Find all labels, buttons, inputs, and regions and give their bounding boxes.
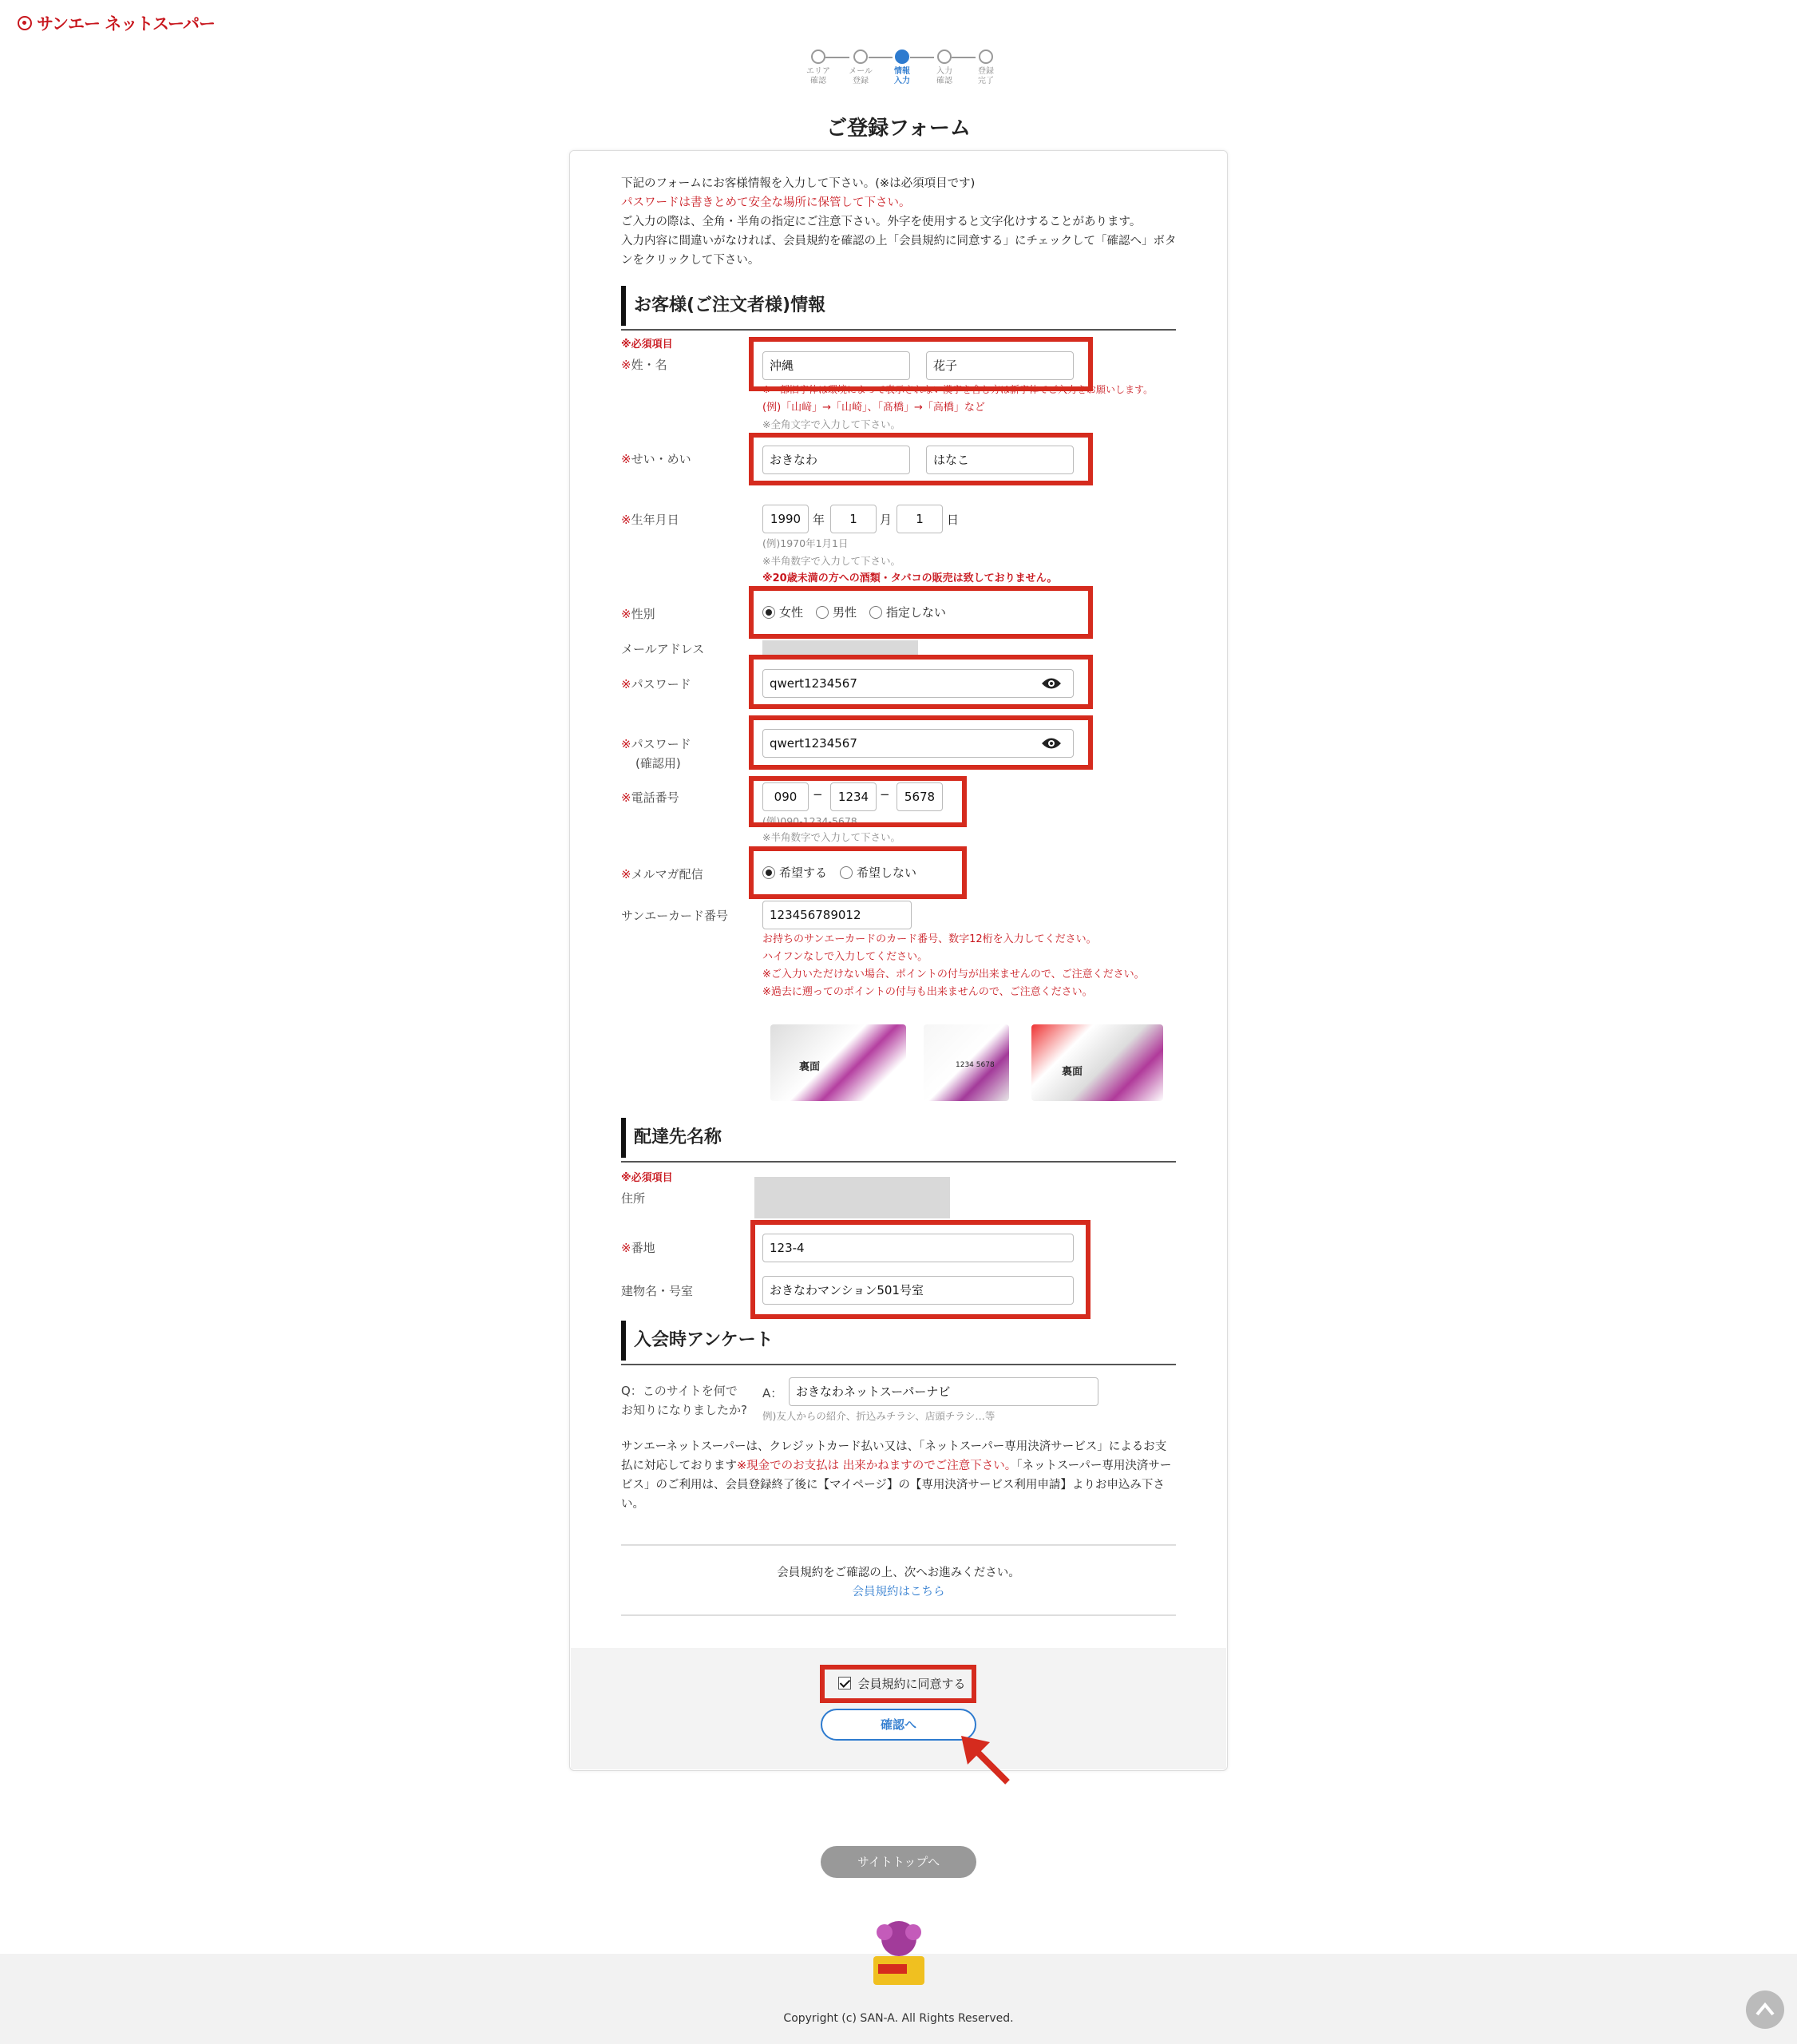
highlight-box [749, 586, 1093, 639]
building-label: 建物名・号室 [621, 1284, 694, 1298]
newsletter-yes-radio[interactable]: 希望する [762, 864, 827, 881]
step-info: 情報 入力 [882, 50, 922, 86]
gender-male-radio[interactable]: 男性 [816, 604, 857, 620]
name-hint-kanji: ※一部旧字体は環境によって表示されない漢字を含む方は新字体でご入力をお願いします。 [762, 384, 1154, 395]
survey-answer-prefix: A： [762, 1386, 783, 1400]
section-heading-delivery: 配達先名称 [621, 1118, 1176, 1158]
required-note: ※必須項目 [621, 1172, 673, 1184]
scroll-top-button[interactable] [1746, 1991, 1784, 2029]
phone-hint-halfwidth: ※半角数字で入力して下さい。 [762, 831, 900, 843]
step-area: エリア 確認 [798, 50, 838, 86]
password-input[interactable]: qwert1234567 [762, 669, 1074, 698]
site-logo[interactable] [18, 11, 215, 35]
card-number-input[interactable]: 123456789012 [762, 901, 912, 929]
terms-text: 会員規約をご確認の上、次へお進みください。 [777, 1567, 1020, 1579]
phone-separator: − [880, 787, 890, 802]
email-redacted [762, 640, 918, 655]
lot-number-input[interactable]: 123-4 [762, 1234, 1074, 1262]
intro-text: 下記のフォームにお客様情報を入力して下さい。(※は必須項目です) パスワードは書きとめて安全な場所に保管して下さい。 ご入力の際は、全角・半角の指定にご注意下さい。外字を使用すると文字化けすることがあります。 入力内容に間違いがなければ、会員規約を確認の上「会員規約に同意する」にチェックして「確認へ」ボタンをクリックして下さい。 [621, 177, 1177, 267]
logo-text: サンエー ネットスーパー [37, 14, 215, 34]
highlight-box [749, 776, 967, 827]
phone-separator: − [813, 787, 823, 802]
survey-hint: 例)友人からの紹介、折込みチラシ、店頭チラシ…等 [762, 1410, 995, 1422]
highlight-box [749, 655, 1093, 709]
page-title: ご登録フォーム [826, 117, 971, 141]
step-confirm: 入力 確認 [924, 50, 964, 86]
required-note: ※必須項目 [621, 339, 673, 351]
highlight-box [750, 1220, 1090, 1319]
day-unit: 日 [947, 513, 960, 527]
agree-checkbox[interactable]: 会員規約に同意する [830, 1670, 974, 1696]
card-label: サンエーカード番号 [621, 909, 728, 923]
newsletter-label: ※メルマガ配信 [621, 867, 703, 881]
email-label: メールアドレス [621, 642, 705, 656]
mascot-logo [861, 1915, 937, 1991]
name-hint-example: (例)「山﨑」→「山崎」、「髙橋」→「高橋」など [762, 402, 985, 414]
section-heading-customer: お客様(ご注文者様)情報 [621, 286, 1176, 326]
payment-note: サンエーネットスーパーは、クレジットカード払い又は、「ネットスーパー専用決済サービス」によるお支払に対応しております※現金でのお支払は 出来かねますのでご注意下さい。「ネットスーパー専用決済サービス」のご利用は、会員登録終了後に【マイページ】の【専用決済サービス利用申請】よりお申込み下さい。 [621, 1440, 1172, 1511]
terms-link[interactable]: 会員規約はこちら [852, 1586, 945, 1598]
phone-label: ※電話番号 [621, 790, 679, 805]
password-confirm-label: ※パスワード (確認用) [621, 737, 691, 770]
password-label: ※パスワード [621, 677, 691, 691]
birth-hint-halfwidth: ※半角数字で入力して下さい。 [762, 555, 900, 567]
card-hint-4: ※過去に遡ってのポイントの付与も出来ませんので、ご注意ください。 [762, 986, 1093, 998]
year-unit: 年 [813, 513, 825, 527]
site-top-button[interactable]: サイトトップへ [821, 1846, 976, 1878]
highlight-box [820, 1665, 976, 1703]
phone-part3-input[interactable]: 5678 [897, 782, 943, 811]
gender-unspecified-radio[interactable]: 指定しない [869, 604, 946, 620]
building-input[interactable]: おきなわマンション501号室 [762, 1276, 1074, 1305]
highlight-box [749, 715, 1093, 770]
birth-year-input[interactable]: 1990 [762, 505, 809, 533]
address-redacted [754, 1177, 950, 1218]
survey-question: Q：このサイトを何でお知りになりましたか? [621, 1384, 747, 1417]
sana-logo-icon [18, 16, 32, 30]
card-image-back-2: 裏面 [1031, 1024, 1163, 1101]
phone-part2-input[interactable]: 1234 [830, 782, 877, 811]
gender-label: ※性別 [621, 607, 655, 621]
last-name-input[interactable]: 沖縄 [762, 351, 910, 380]
age-warning: ※20歳未満の方への酒類・タバコの販売は致しておりません。 [762, 572, 1058, 584]
card-image-back: 裏面 [770, 1024, 906, 1101]
first-name-kana-input[interactable]: はなこ [926, 446, 1074, 474]
highlight-box [749, 846, 967, 899]
birth-day-input[interactable]: 1 [897, 505, 943, 533]
month-unit: 月 [880, 513, 893, 527]
copyright: Copyright (c) SAN-A. All Rights Reserved. [783, 2012, 1014, 2025]
pointer-arrow-icon [958, 1733, 1014, 1788]
phone-part1-input[interactable]: 090 [762, 782, 809, 811]
card-image-visa: 1234 5678 [924, 1024, 1009, 1101]
lot-label: ※番地 [621, 1241, 655, 1255]
progress-steps [798, 50, 1003, 97]
first-name-input[interactable]: 花子 [926, 351, 1074, 380]
chevron-up-icon [1746, 1991, 1784, 2029]
birth-month-input[interactable]: 1 [830, 505, 877, 533]
highlight-box [749, 337, 1093, 391]
highlight-box [749, 433, 1093, 485]
survey-answer-input[interactable]: おきなわネットスーパーナビ [789, 1377, 1098, 1406]
kana-label: ※せい・めい [621, 452, 691, 466]
birth-hint-example: (例)1970年1月1日 [762, 537, 849, 549]
address-label: 住所 [621, 1191, 646, 1206]
newsletter-no-radio[interactable]: 希望しない [840, 864, 916, 881]
step-mail: メール 登録 [841, 50, 881, 86]
phone-hint-example: (例)090-1234-5678 [762, 815, 857, 827]
card-hint-1: お持ちのサンエーカードのカード番号、数字12桁を入力してください。 [762, 933, 1097, 945]
birth-label: ※生年月日 [621, 513, 679, 527]
last-name-kana-input[interactable]: おきなわ [762, 446, 910, 474]
card-hint-3: ※ご入力いただけない場合、ポイントの付与が出来ませんので、ご注意ください。 [762, 969, 1145, 980]
step-done: 登録 完了 [966, 50, 1006, 86]
name-hint-fullwidth: ※全角文字で入力して下さい。 [762, 418, 900, 430]
confirm-button[interactable]: 確認へ [821, 1709, 976, 1741]
password-confirm-input[interactable]: qwert1234567 [762, 729, 1074, 758]
section-heading-survey: 入会時アンケート [621, 1321, 1176, 1361]
gender-female-radio[interactable]: 女性 [762, 604, 803, 620]
card-hint-2: ハイフンなしで入力してください。 [762, 951, 928, 963]
name-label: ※姓・名 [621, 358, 667, 372]
